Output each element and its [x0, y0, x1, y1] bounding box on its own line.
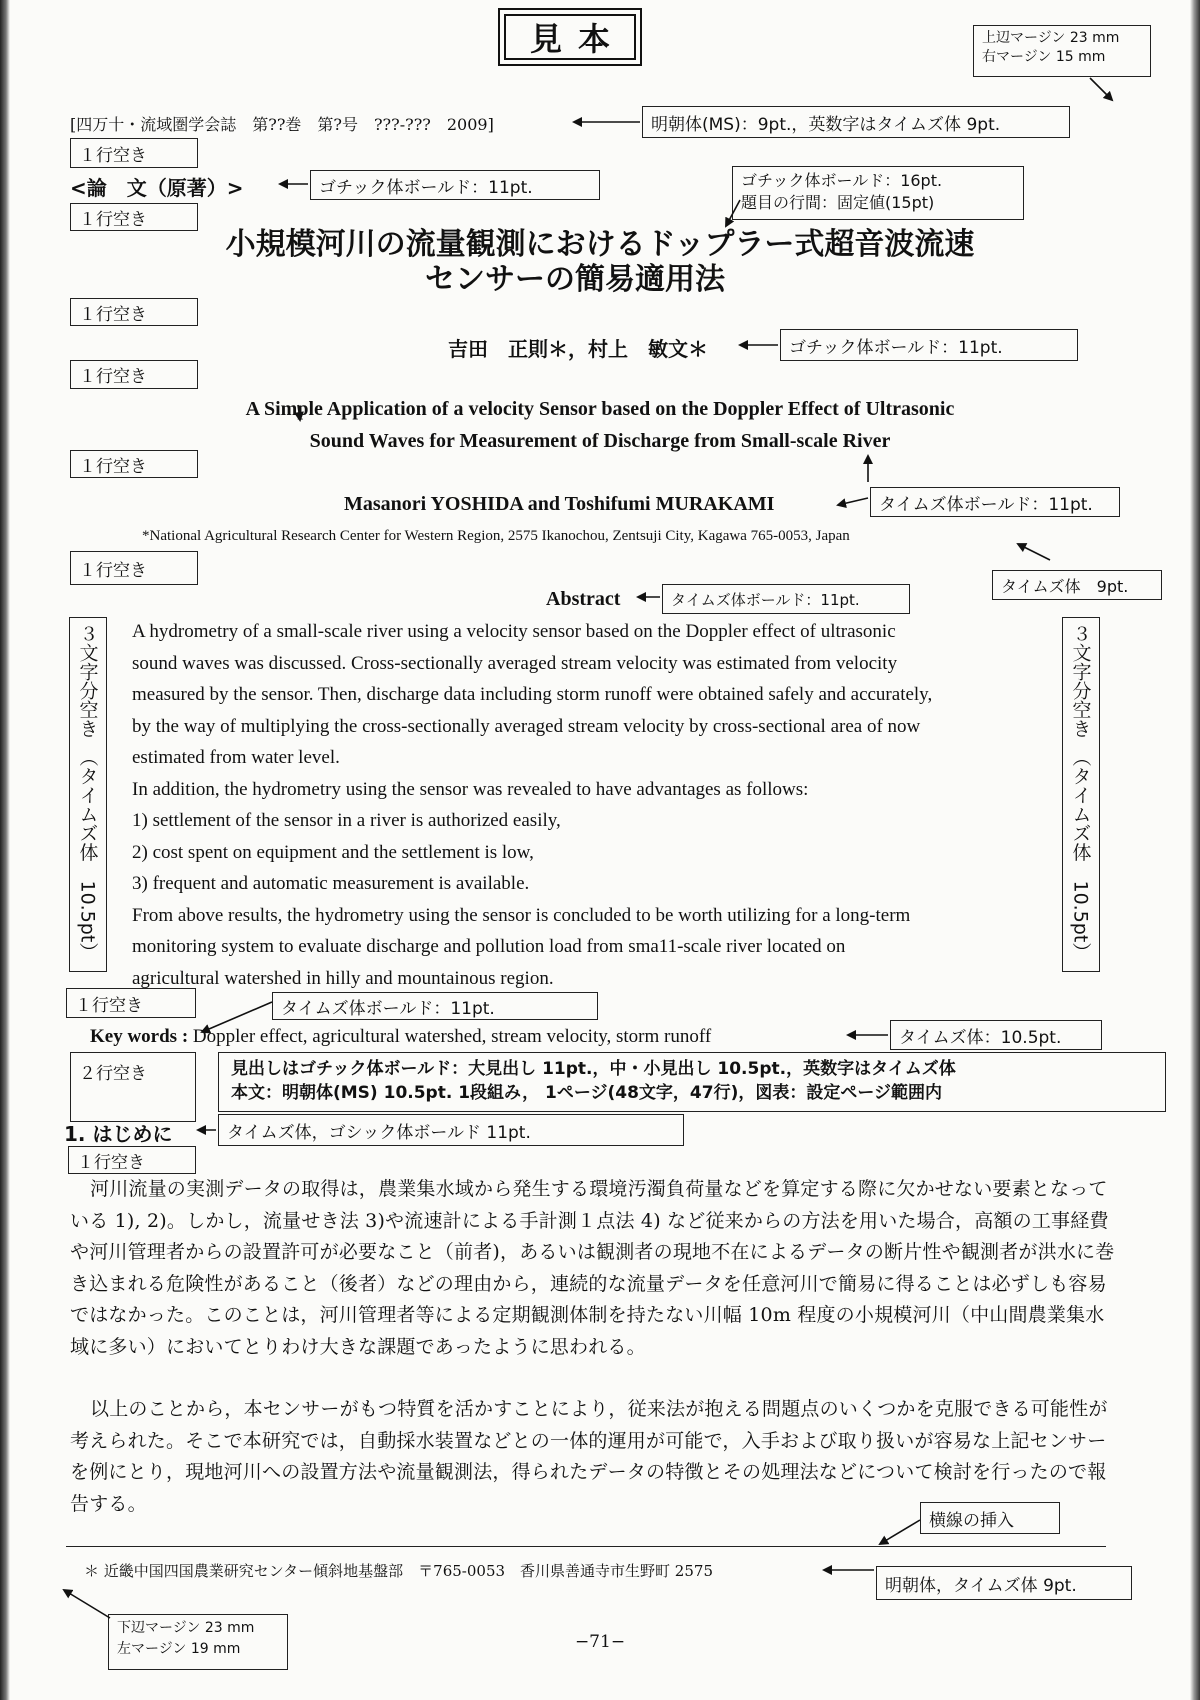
- body-paragraph-1: 河川流量の実測データの取得は，農業集水域から発生する環境汚濁負荷量などを算定する際に欠かせない要素となっている 1), 2)。しかし，流量せき法 3)や流速計による手計測１点法 4) など従来からの方法を用いた場合，高額の工事経費や河川管理者からの設置許可が必要なこと（前者)，あるいは観測者の現地不在によるデータの断片性や観測者が洪水に巻き込まれる危険性があること（後者）などの理由から，連続的な流量データを任意河川で簡易に得ることは必ずしも容易ではなかった。このことは，河川管理者等による定期観測体制を持たない川幅 10m 程度の小規模河川（中山間農業集水域に多い）においてとりわけ大きな課題であったように思われる。: [70, 1178, 1115, 1358]
- title-jp-line2: センサーの簡易適用法: [425, 262, 725, 297]
- note-heading-font: タイムズ体，ゴシック体ボールド 11pt.: [218, 1114, 684, 1146]
- arrow-bottom-left: [64, 1590, 110, 1618]
- note-type-font: ゴチック体ボールド：11pt.: [310, 170, 600, 200]
- note-body-spec: [218, 1052, 1166, 1112]
- affiliation: *National Agricultural Research Center for Western Region, 2575 Ikanochou, Zentsuji City, Kagawa 765-0053, Japan: [142, 528, 850, 544]
- note-footnote-font: 明朝体，タイムズ体 9pt.: [876, 1566, 1132, 1600]
- abstract-line: In addition, the hydrometry using the sensor was revealed to have advantages as follows:: [132, 778, 809, 800]
- authors-en: Masanori YOSHIDA and Toshifumi MURAKAMI: [344, 493, 775, 515]
- section-heading: 1. はじめに: [64, 1122, 173, 1146]
- note-journal-font: 明朝体(MS)：9pt.，英数字はタイムズ体 9pt.: [642, 106, 1070, 138]
- note-line: 題目の行間：固定値(15pt): [741, 193, 935, 212]
- keywords: [90, 1026, 711, 1048]
- keywords-text: Doppler effect, agricultural watershed, stream velocity, storm runoff: [188, 1026, 712, 1047]
- arrow-rule: [880, 1520, 920, 1544]
- abstract-heading: Abstract: [546, 588, 621, 610]
- abstract-line: monitoring system to evaluate discharge and pollution load from sma11-scale river located on: [132, 936, 846, 957]
- note-blank-line: １行空き: [70, 360, 198, 389]
- note-line: 右マージン 15 mm: [982, 49, 1106, 65]
- abstract-line: A hydrometry of a small-scale river using a velocity sensor based on the Doppler effect of ultrasonic: [132, 621, 896, 642]
- abstract-line: agricultural watershed in hilly and mountainous region.: [132, 967, 554, 989]
- abstract-line: 3) frequent and automatic measurement is available.: [132, 873, 530, 894]
- note-abstract-font: タイムズ体ボールド：11pt.: [662, 584, 910, 614]
- note-two-blank-lines: ２行空き: [70, 1052, 196, 1122]
- note-blank-line: １行空き: [70, 450, 198, 478]
- arrow-affiliation: [1018, 544, 1050, 560]
- note-line: ゴチック体ボールド：16pt.: [741, 171, 943, 190]
- abstract-line: sound waves was discussed. Cross-sectionally averaged stream velocity was estimated from velocity: [132, 652, 898, 674]
- note-line: 本文：明朝体(MS) 10.5pt. 1段組み， 1ページ(48文字，47行)，図表：設定ページ範囲内: [231, 1083, 943, 1103]
- abstract-line: by the way of multiplying the cross-sectionally averaged stream velocity by cross-sectional area of now: [132, 715, 921, 737]
- footnote-rule: [66, 1546, 1106, 1547]
- note-blank-line: １行空き: [66, 988, 196, 1018]
- article-type: <論 文（原著）>: [70, 176, 244, 200]
- note-line: 上辺マージン 23 mm: [982, 30, 1120, 46]
- sample-mark: 見本: [504, 14, 636, 60]
- note-affil-font: タイムズ体 9pt.: [992, 570, 1162, 600]
- note-blank-line: １行空き: [68, 1146, 196, 1174]
- note-line: 見出しはゴチック体ボールド：大見出し 11pt.，中・小見出し 10.5pt.，英数字はタイムズ体: [231, 1059, 956, 1079]
- body-paragraph-2: 以上のことから，本センサーがもつ特質を活かすことにより，従来法が抱える問題点のいくつかを克服できる可能性が考えられた。そこで本研究では，自動採水装置などとの一体的運用が可能で，入手および取り扱いが容易な上記センサーを例にとり，現地河川への設置方法や流量観測法，得られたデータの特徴とその処理法などについて検討を行ったので報告する。: [70, 1398, 1108, 1515]
- note-keywords-label-font: タイムズ体ボールド：11pt.: [272, 992, 598, 1020]
- authors-jp: 吉田 正則＊，村上 敏文＊: [448, 337, 708, 361]
- abstract-line: measured by the sensor. Then, discharge data including storm runoff were obtained safely and accurately,: [132, 684, 933, 705]
- keywords-label: Key words :: [90, 1026, 189, 1047]
- note-line: 左マージン 19 mm: [117, 1641, 241, 1657]
- abstract-line: estimated from water level.: [132, 747, 340, 768]
- note-keywords-font: タイムズ体：10.5pt.: [890, 1020, 1102, 1050]
- title-jp-line1: 小規模河川の流量観測におけるドップラー式超音波流速: [225, 227, 975, 262]
- note-side-margin-right: ３文字分空き （タイムズ体 10.5pt）: [1062, 617, 1100, 972]
- journal-line: [四万十・流域圏学会誌 第??巻 第?号 ???-??? 2009]: [70, 115, 494, 134]
- arrow-top-right: [1090, 78, 1112, 100]
- abstract-body: [132, 616, 1047, 994]
- note-rule-insert: 横線の挿入: [920, 1502, 1060, 1534]
- note-author-font: ゴチック体ボールド：11pt.: [780, 329, 1078, 361]
- abstract-line: 2) cost spent on equipment and the settlement is low,: [132, 841, 534, 863]
- note-blank-line: １行空き: [70, 203, 198, 231]
- sample-mark-box: [498, 8, 642, 66]
- abstract-line: From above results, the hydrometry using the sensor is concluded to be worth utilizing for a long-term: [132, 904, 911, 926]
- page-number: −71−: [574, 1632, 626, 1652]
- title-en-line1: A Simple Application of a velocity Sensor based on the Doppler Effect of Ultrasonic: [245, 398, 955, 420]
- title-en-line2: Sound Waves for Measurement of Discharge from Small-scale River: [309, 430, 891, 452]
- note-title-font: [732, 166, 1024, 220]
- note-margin-top-right: [973, 25, 1151, 77]
- note-line: 下辺マージン 23 mm: [117, 1620, 255, 1636]
- note-blank-line: １行空き: [70, 298, 198, 326]
- note-blank-line: １行空き: [70, 551, 198, 585]
- note-en-author-font: タイムズ体ボールド：11pt.: [870, 487, 1120, 517]
- arrow-en-author: [838, 498, 868, 505]
- note-side-margin-left: ３文字分空き （タイムズ体 10.5pt）: [69, 617, 107, 972]
- note-blank-line: １行空き: [70, 138, 198, 168]
- footnote: ＊ 近畿中国四国農業研究センター傾斜地基盤部 〒765-0053 香川県善通寺市生野町 2575: [84, 1562, 713, 1580]
- abstract-line: 1) settlement of the sensor in a river is authorized easily,: [132, 810, 561, 831]
